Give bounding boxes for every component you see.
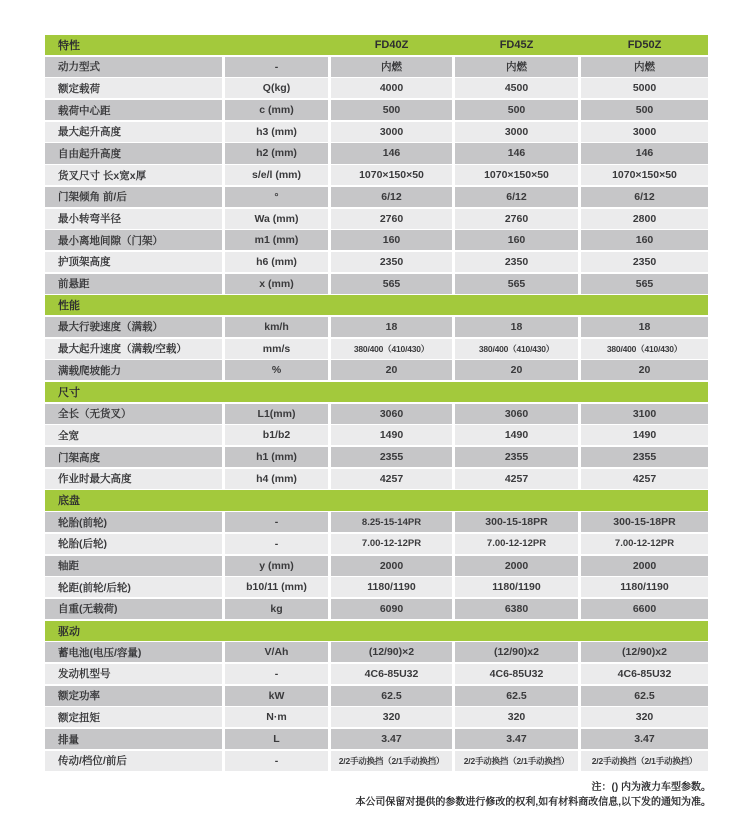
table-body [45,57,708,771]
row-value: 3100 [581,404,708,424]
row-value: 160 [581,230,708,250]
table-row [45,599,708,619]
row-value: 500 [331,100,452,120]
table-row [45,556,708,576]
row-value: 4C6-85U32 [455,664,578,684]
table-row [45,686,708,706]
row-value: 1490 [455,425,578,445]
row-value: 1070×150×50 [455,165,578,185]
row-label: 发动机型号 [45,664,222,684]
row-value: (12/90)x2 [581,642,708,662]
row-value: 3.47 [455,729,578,749]
row-value: 1490 [581,425,708,445]
row-label: 作业时最大高度 [45,469,222,489]
row-value: (12/90)×2 [331,642,452,662]
row-value: 160 [455,230,578,250]
row-value: 18 [455,317,578,337]
row-value: 320 [331,707,452,727]
section-title: 驱动 [58,625,80,638]
row-value: 2000 [331,556,452,576]
row-value: 320 [455,707,578,727]
row-unit: s/e/l (mm) [225,165,328,185]
row-value: 5000 [581,78,708,98]
row-value: 146 [581,143,708,163]
row-value: 4000 [331,78,452,98]
table-row [45,664,708,684]
row-value: 18 [331,317,452,337]
row-unit: L [225,729,328,749]
row-value: 380/400（410/430） [581,339,708,359]
row-label: 额定扭矩 [45,707,222,727]
row-value: 4257 [455,469,578,489]
table-row [45,317,708,337]
table-row [45,642,708,662]
row-label: 货叉尺寸 长x宽x厚 [45,165,222,185]
table-row [45,339,708,359]
row-value: (12/90)x2 [455,642,578,662]
row-value: 6600 [581,599,708,619]
row-value: 2760 [455,209,578,229]
row-unit: - [225,512,328,532]
row-value: 4C6-85U32 [331,664,452,684]
table-row [45,57,708,77]
row-unit: b10/11 (mm) [225,577,328,597]
row-value: 1180/1190 [331,577,452,597]
row-unit: - [225,534,328,554]
row-unit: V/Ah [225,642,328,662]
row-label: 门架高度 [45,447,222,467]
row-value: 3060 [331,404,452,424]
row-unit: m1 (mm) [225,230,328,250]
row-value: 2000 [455,556,578,576]
row-value: 300-15-18PR [581,512,708,532]
row-value: 4257 [581,469,708,489]
row-unit: - [225,751,328,771]
row-value: 6090 [331,599,452,619]
row-label: 护顶架高度 [45,252,222,272]
table-row [45,534,708,554]
row-value: 4257 [331,469,452,489]
row-unit: kg [225,599,328,619]
header-model-fd45z: FD45Z [499,39,534,52]
row-label: 载荷中心距 [45,100,222,120]
row-value: 7.00-12-12PR [331,534,452,554]
row-label: 最大起升高度 [45,122,222,142]
row-value: 1070×150×50 [581,165,708,185]
row-value: 3.47 [331,729,452,749]
section-title: 底盘 [58,495,80,508]
row-label: 轮距(前轮/后轮) [45,577,222,597]
row-value: 4C6-85U32 [581,664,708,684]
row-unit: h4 (mm) [225,469,328,489]
table-row [45,122,708,142]
row-unit: x (mm) [225,274,328,294]
row-value: 320 [581,707,708,727]
row-value: 146 [331,143,452,163]
section-title: 性能 [58,300,80,313]
section-header-row [45,621,708,641]
row-value: 62.5 [581,686,708,706]
row-value: 2000 [581,556,708,576]
row-unit: h1 (mm) [225,447,328,467]
section-header-row [45,382,708,402]
header-model-fd50z: FD50Z [627,39,662,52]
table-row [45,512,708,532]
row-unit: b1/b2 [225,425,328,445]
row-label: 最小离地间隙（门架） [45,230,222,250]
footnote-line-2: 本公司保留对提供的参数进行修改的权利,如有材料商改信息,以下发的通知为准。 [355,797,711,808]
row-value: 2350 [455,252,578,272]
row-unit: h3 (mm) [225,122,328,142]
row-value: 1180/1190 [455,577,578,597]
row-unit: ° [225,187,328,207]
row-value: 160 [331,230,452,250]
row-label: 前悬距 [45,274,222,294]
row-value: 6/12 [455,187,578,207]
row-value: 内燃 [581,57,708,77]
table-row [45,360,708,380]
row-value: 500 [455,100,578,120]
row-value: 3060 [455,404,578,424]
row-value: 380/400（410/430） [331,339,452,359]
row-value: 1180/1190 [581,577,708,597]
row-value: 6380 [455,599,578,619]
row-label: 最小转弯半径 [45,209,222,229]
row-value: 2760 [331,209,452,229]
row-value: 6/12 [331,187,452,207]
row-label: 轮胎(前轮) [45,512,222,532]
header-model-fd40z: FD40Z [374,39,409,52]
header-feature-label: 特性 [58,40,80,53]
row-unit: % [225,360,328,380]
row-label: 自重(无载荷) [45,599,222,619]
row-unit: - [225,57,328,77]
row-value: 8.25-15-14PR [331,512,452,532]
row-label: 全宽 [45,425,222,445]
row-value: 62.5 [455,686,578,706]
row-unit: y (mm) [225,556,328,576]
row-label: 门架倾角 前/后 [45,187,222,207]
row-value: 2800 [581,209,708,229]
footnotes [355,780,711,810]
row-label: 轮胎(后轮) [45,534,222,554]
table-row [45,274,708,294]
row-value: 6/12 [581,187,708,207]
row-value: 7.00-12-12PR [455,534,578,554]
row-unit: kW [225,686,328,706]
row-value: 3.47 [581,729,708,749]
row-unit: mm/s [225,339,328,359]
row-value: 20 [455,360,578,380]
row-unit: h6 (mm) [225,252,328,272]
row-unit: L1(mm) [225,404,328,424]
row-value: 3000 [331,122,452,142]
table-row [45,447,708,467]
table-row [45,404,708,424]
row-unit: N·m [225,707,328,727]
row-value: 2/2手动换挡（2/1手动换挡） [581,751,708,771]
row-value: 2/2手动换挡（2/1手动换挡） [331,751,452,771]
header-unit-spacer [225,35,328,55]
section-header-row [45,295,708,315]
table-row [45,729,708,749]
row-label: 最大起升速度（满载/空载） [45,339,222,359]
row-value: 2350 [581,252,708,272]
row-label: 最大行驶速度（满载） [45,317,222,337]
row-value: 2355 [455,447,578,467]
row-value: 500 [581,100,708,120]
row-label: 轴距 [45,556,222,576]
row-value: 3000 [455,122,578,142]
table-header-row [45,35,708,55]
footnote-line-1: 注：() 内为液力车型参数。 [591,782,711,793]
row-unit: h2 (mm) [225,143,328,163]
row-value: 2355 [331,447,452,467]
row-label: 自由起升高度 [45,143,222,163]
table-row [45,469,708,489]
row-unit: c (mm) [225,100,328,120]
table-row [45,187,708,207]
row-unit: Wa (mm) [225,209,328,229]
row-unit: km/h [225,317,328,337]
row-label: 满载爬坡能力 [45,360,222,380]
row-value: 内燃 [455,57,578,77]
section-header-row [45,490,708,510]
row-value: 20 [331,360,452,380]
section-title: 尺寸 [58,387,80,400]
row-label: 蓄电池(电压/容量) [45,642,222,662]
table-row [45,100,708,120]
table-row [45,209,708,229]
row-value: 18 [581,317,708,337]
row-label: 额定载荷 [45,78,222,98]
row-value: 2350 [331,252,452,272]
row-value: 300-15-18PR [455,512,578,532]
table-row [45,751,708,771]
row-value: 3000 [581,122,708,142]
table-row [45,78,708,98]
row-value: 380/400（410/430） [455,339,578,359]
row-label: 排量 [45,729,222,749]
row-value: 565 [581,274,708,294]
row-unit: - [225,664,328,684]
table-row [45,577,708,597]
row-value: 2355 [581,447,708,467]
row-label: 全长（无货叉） [45,404,222,424]
row-value: 内燃 [331,57,452,77]
row-label: 额定功率 [45,686,222,706]
row-value: 2/2手动换挡（2/1手动换挡） [455,751,578,771]
table-row [45,165,708,185]
row-value: 146 [455,143,578,163]
row-value: 20 [581,360,708,380]
row-value: 1070×150×50 [331,165,452,185]
row-label: 动力型式 [45,57,222,77]
row-label: 传动/档位/前后 [45,751,222,771]
row-value: 565 [455,274,578,294]
row-value: 1490 [331,425,452,445]
row-value: 565 [331,274,452,294]
spec-table [45,35,708,772]
table-row [45,230,708,250]
row-value: 4500 [455,78,578,98]
table-row [45,425,708,445]
table-row [45,143,708,163]
row-value: 7.00-12-12PR [581,534,708,554]
table-row [45,707,708,727]
row-unit: Q(kg) [225,78,328,98]
row-value: 62.5 [331,686,452,706]
table-row [45,252,708,272]
